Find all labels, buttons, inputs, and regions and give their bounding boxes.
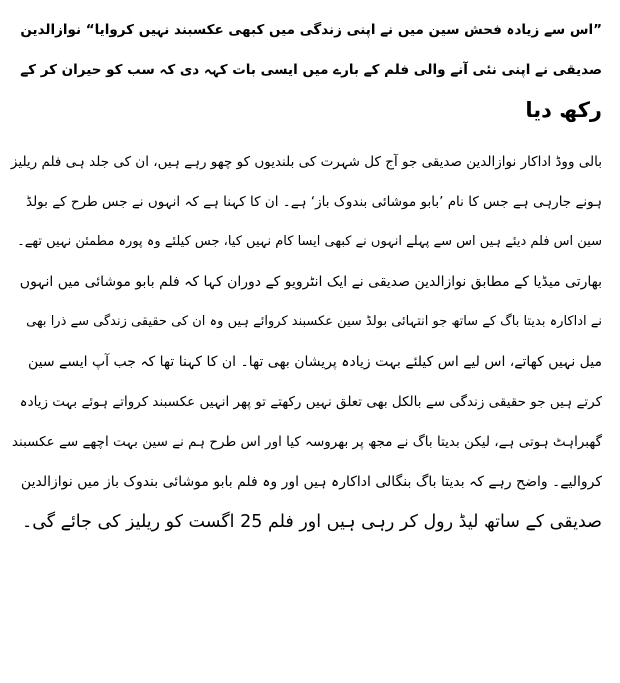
body-line: گھبراہٹ ہوتی ہے، لیکن بدیتا باگ نے مجھ پر بھروسہ کیا اور اس طرح ہم نے سین بہت اچھے سے عکسبند — [11, 434, 602, 450]
body-line: نے اداکارہ بدیتا باگ کے ساتھ جو انتہائی بولڈ سین عکسبند کروائے ہیں وہ ان کی حقیقی زندگی سے ذرا بھی — [26, 314, 602, 329]
body-line: سین اس فلم دیئے ہیں اس سے پہلے انہوں نے کبھی ایسا کام نہیں کیا، جس کیلئے وہ پورہ مطمئن نہیں تھے۔ — [17, 234, 602, 249]
body-line: میل نہیں کھاتے، اس لیے اس کیلئے بہت زیادہ پریشان بھی تھا۔ ان کا کہنا تھا کہ جب آپ ایسے سین — [27, 354, 602, 370]
body-line: بالی ووڈ اداکار نوازالدین صدیقی جو آج کل شہرت کی بلندیوں کو چھو رہے ہیں، ان کی جلد ہی فلم ریلیز — [10, 154, 602, 170]
paragraph-gap — [10, 130, 602, 142]
body-line: صدیقی کے ساتھ لیڈ رول کر رہی ہیں اور فلم 25 اگست کو ریلیز کی جائے گی۔ — [21, 512, 602, 532]
body-line: ہونے جارہی ہے جس کا نام ’بابو موشائی بندوک باز‘ ہے۔ ان کا کہنا ہے کہ انہوں نے جس طرح کے بولڈ — [25, 194, 602, 210]
headline-line: رکھ دیا — [525, 98, 602, 122]
headline-line: صدیقی نے اپنی نئی آنے والی فلم کے بارے میں ایسی بات کہہ دی کہ سب کو حیران کر کے — [20, 62, 602, 78]
headline-line: ”اس سے زیادہ فحش سین میں نے اپنی زندگی میں کبھی عکسبند نہیں کروایا“ نوازالدین — [20, 22, 602, 38]
body-line: بھارتی میڈیا کے مطابق نوازالدین صدیقی نے ایک انٹرویو کے دوران کہا کہ فلم بابو موشائی میں انہوں — [19, 274, 602, 290]
body-line: کروالیے۔ واضح رہے کہ بدیتا باگ بنگالی اداکارہ ہیں اور وہ فلم بابو موشائی بندوک باز میں نوازالدین — [20, 474, 602, 490]
body-line: کرتے ہیں جو حقیقی زندگی سے بالکل بھی تعلق نہیں رکھتے تو پھر انہیں عکسبند کرواتے ہوئے بہت زیادہ — [19, 394, 602, 410]
article-headline — [10, 10, 602, 130]
article-body — [10, 142, 602, 542]
